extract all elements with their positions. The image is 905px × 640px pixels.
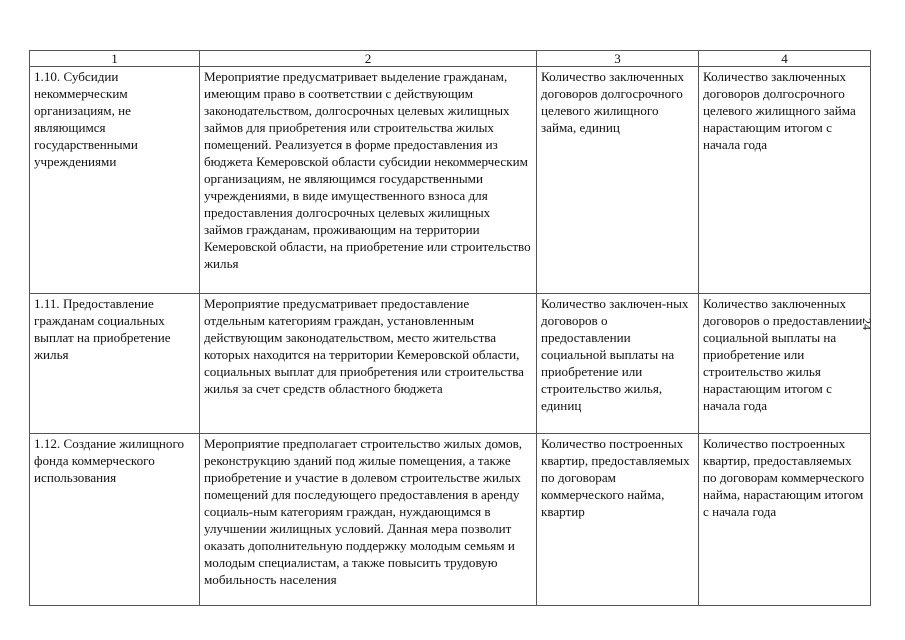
column-number-3: 3 [537, 51, 699, 67]
table-row [30, 67, 871, 294]
column-number-4: 4 [699, 51, 871, 67]
column-number-1: 1 [30, 51, 200, 67]
column-number-2: 2 [200, 51, 537, 67]
indicator-cell: Количество заключен-ных договоров о предоставлении социальной выплаты на приобретение или строительство жилья, единиц [537, 294, 699, 434]
measure-name-cell: 1.11. Предоставление гражданам социальных выплат на приобретение жилья [30, 294, 200, 434]
measures-table [29, 50, 871, 606]
measure-name-cell: 1.12. Создание жилищного фонда коммерческого использования [30, 434, 200, 606]
measure-description-cell: Мероприятие предусматривает предоставление отдельным категориям граждан, установленным действующим законодательством, место жительства которых находится на территории Кемеровской области, социальных выплат для приобретения или строительства жилья за счет средств областного бюджета [200, 294, 537, 434]
calculation-method-cell: Количество заключенных договоров долгосрочного целевого жилищного займа нарастающим итогом с начала года [699, 67, 871, 294]
measure-description-cell: Мероприятие предусматривает выделение гражданам, имеющим право в соответствии с действующим законодательством, долгосрочных целевых жилищных займов для приобретения или строительства жилых помещений. Реализуется в форме предоставления из бюджета Кемеровской области субсидии некоммерческим организациям, не являющимся государственными учреждениями, в виде имущественного взноса для предоставления долгосрочных целевых жилищных займов гражданам, проживающим на территории Кемеровской области, на приобретение или строительство жилья [200, 67, 537, 294]
measure-name-cell: 1.10. Субсидии некоммерческим организациям, не являющимся государственными учреждениями [30, 67, 200, 294]
measure-description-cell: Мероприятие предполагает строительство жилых домов, реконструкцию зданий под жилые помещения, а также приобретение и участие в долевом строительстве жилых помещений для последующего предоставления в аренду социаль-ным категориям граждан, нуждающимся в улучшении жилищных условий. Данная мера позволит оказать дополнительную поддержку молодым семьям и молодым специалистам, а также повысить трудовую мобильность населения [200, 434, 537, 606]
page-number: 24 [860, 318, 874, 330]
indicator-cell: Количество заключенных договоров долгосрочного целевого жилищного займа, единиц [537, 67, 699, 294]
table-row [30, 434, 871, 606]
calculation-method-cell: Количество построенных квартир, предоставляемых по договорам коммерческого найма, нарастающим итогом с начала года [699, 434, 871, 606]
table-row [30, 294, 871, 434]
calculation-method-cell: Количество заключенных договоров о предоставлении социальной выплаты на приобретение или строительство жилья нарастающим итогом с начала года [699, 294, 871, 434]
indicator-cell: Количество построенных квартир, предоставляемых по договорам коммерческого найма, квартир [537, 434, 699, 606]
column-number-row [30, 51, 871, 67]
